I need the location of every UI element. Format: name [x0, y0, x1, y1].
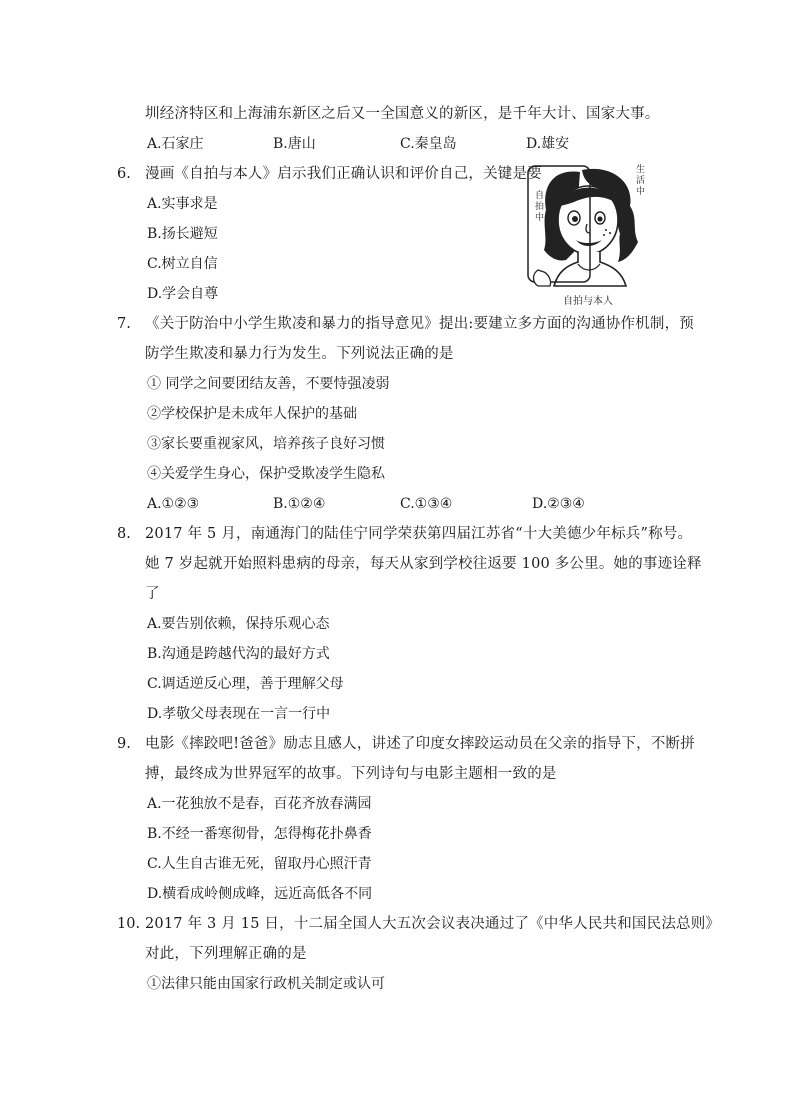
cartoon-caption: 自拍与本人 — [563, 296, 613, 307]
q7-option-c: C.①③④ — [400, 496, 453, 512]
q8-option-b: B.沟通是跨越代沟的最好方式 — [147, 646, 330, 662]
q8-option-a: A.要告别依赖，保持乐观心态 — [147, 616, 330, 632]
q7-option-b: B.①②④ — [273, 496, 326, 512]
q9-stem-line-2: 搏，最终成为世界冠军的故事。下列诗句与电影主题相一致的是 — [145, 766, 557, 782]
q7-statement-3: ③家长要重视家风，培养孩子良好习惯 — [147, 436, 385, 452]
q8-stem-line-2: 她 7 岁起就开始照料患病的母亲，每天从家到学校往返要 100 多公里。她的事迹诠释 — [145, 556, 702, 572]
q10-number: 10. — [117, 916, 141, 932]
q5-option-c: C.秦皇岛 — [400, 136, 457, 152]
q9-stem-line-1: 电影《摔跤吧!爸爸》励志且感人，讲述了印度女摔跤运动员在父亲的指导下，不断拼 — [145, 736, 695, 752]
q7-option-a: A.①②③ — [147, 496, 200, 512]
q5-option-a: A.石家庄 — [147, 136, 204, 152]
q7-option-d: D.②③④ — [532, 496, 585, 512]
q7-stem-line-1: 《关于防治中小学生欺凌和暴力的指导意见》提出:要建立多方面的沟通协作机制，预 — [145, 316, 694, 332]
q6-option-a: A.实事求是 — [147, 196, 218, 212]
q7-stem-line-2: 防学生欺凌和暴力行为发生。下列说法正确的是 — [145, 346, 454, 362]
q9-option-b: B.不经一番寒彻骨，怎得梅花扑鼻香 — [147, 826, 372, 842]
q6-stem: 漫画《自拍与本人》启示我们正确认识和评价自己，关键是要 — [145, 166, 542, 182]
q6-number: 6. — [117, 166, 131, 182]
q7-statement-2: ②学校保护是未成年人保护的基础 — [147, 406, 357, 422]
q7-number: 7. — [117, 316, 131, 332]
q9-number: 9. — [117, 736, 131, 752]
q7-statement-4: ④关爱学生身心，保护受欺凌学生隐私 — [147, 466, 385, 482]
q7-statement-1: ① 同学之间要团结友善，不要恃强凌弱 — [147, 376, 390, 392]
q10-stem-line-1: 2017 年 3 月 15 日，十二届全国人大五次会议表决通过了《中华人民共和国民法总则》 — [145, 916, 721, 932]
q9-option-a: A.一花独放不是春，百花齐放春满园 — [147, 796, 372, 812]
q8-option-c: C.调适逆反心理，善于理解父母 — [147, 676, 344, 692]
q9-option-c: C.人生自古谁无死，留取丹心照汗青 — [147, 856, 372, 872]
selfie-cartoon-illustration — [522, 158, 654, 310]
q6-option-c: C.树立自信 — [147, 256, 218, 272]
q8-stem-line-1: 2017 年 5 月，南通海门的陆佳宁同学荣获第四届江苏省“十大美德少年标兵”称号。 — [145, 526, 693, 542]
q8-option-d: D.孝敬父母表现在一言一行中 — [147, 706, 331, 722]
cartoon-side-label: 生 活 中 — [636, 165, 646, 197]
q5-option-b: B.唐山 — [273, 136, 316, 152]
q10-stem-line-2: 对此，下列理解正确的是 — [145, 946, 307, 962]
q6-option-d: D.学会自尊 — [147, 286, 219, 302]
q8-stem-line-3: 了 — [145, 586, 160, 602]
q5-stem-continuation: 圳经济特区和上海浦东新区之后又一全国意义的新区，是千年大计、国家大事。 — [145, 106, 660, 122]
q9-option-d: D.横看成岭侧成峰，远近高低各不同 — [147, 886, 373, 902]
q6-option-b: B.扬长避短 — [147, 226, 218, 242]
q10-statement-1: ①法律只能由国家行政机关制定或认可 — [147, 976, 385, 992]
q8-number: 8. — [117, 526, 131, 542]
cartoon-phone-label: 自 拍 中 — [535, 191, 545, 223]
q5-option-d: D.雄安 — [526, 136, 570, 152]
